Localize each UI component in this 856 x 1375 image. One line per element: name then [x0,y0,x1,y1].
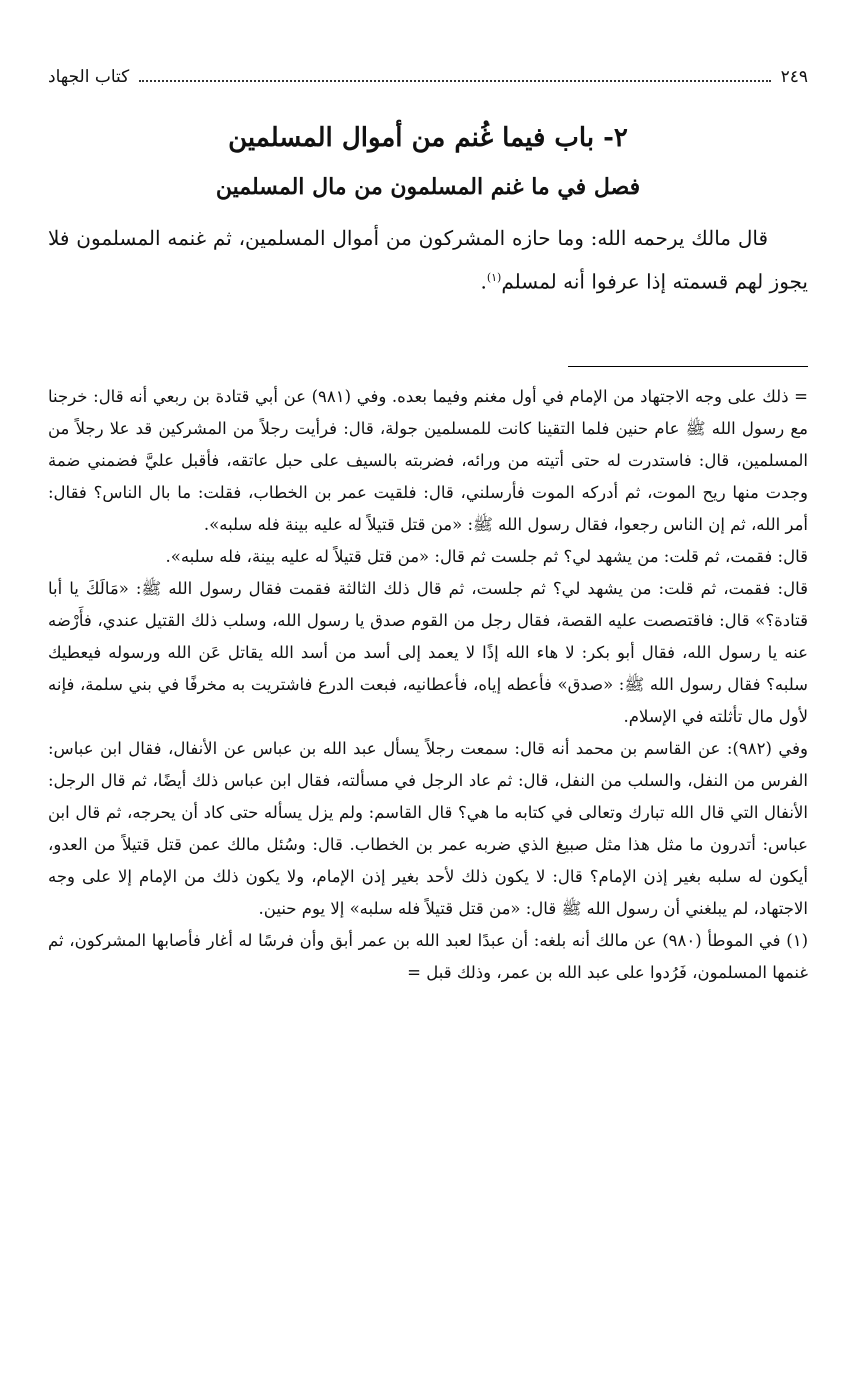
footnote-ref: (١) [486,271,502,284]
book-title: كتاب الجهاد [48,67,130,87]
page-number: ٢٤٩ [780,67,808,87]
footnote-separator [568,366,808,367]
footnote-paragraph: قال: فقمت، ثم قلت: من يشهد لي؟ ثم جلست، ثم قال ذلك الثالثة فقمت فقال رسول الله ﷺ: «مَالَكَ يا أبا قتادة؟» قال: فاقتصصت عليه القصة، فقال رجل من القوم صدق يا رسول الله، وسلب ذلك القتيل عندي، فأَرْضه عنه يا رسول الله، فقال أبو بكر: لا هاء الله إذًا لا يعمد إلى أسد من أسد الله يقاتل عَن الله ورسوله فيعطيك سلبه؟ فقال رسول الله ﷺ: «صدق» فأعطه إياه، فأعطانيه، فبعت الدرع فاشتريت به مخرفًا في بني سلمة، فإنه لأول مال تأثلته في الإسلام. [48,578,808,726]
section-title: فصل في ما غنم المسلمون من مال المسلمين [215,174,641,200]
chapter-title: ٢- باب فيما غُنم من أموال المسلمين [228,123,628,153]
footnote-paragraph: وفي (٩٨٢): عن القاسم بن محمد أنه قال: سمعت رجلاً يسأل عبد الله بن عباس عن الأنفال، فقال ابن عباس: الفرس من النفل، والسلب من النفل، قال: ثم عاد الرجل في مسألته، فقال ابن عباس ذلك أيضًا، ثم قال الرجل: الأنفال التي قال الله تبارك وتعالى في كتابه ما هي؟ قال القاسم: ولم يزل يسأله حتى كاد أن يحرجه، ثم قال ابن عباس: أتدرون ما مثل هذا مثل صبيغ الذي ضربه عمر بن الخطاب. قال: وسُئل مالك عمن قتل قتيلاً من العدو، أيكون له سلبه بغير إذن الإمام؟ قال: لا يكون ذلك لأحد بغير إذن الإمام، ولا يكون ذلك من الإمام إلا على وجه الاجتهاد، لم يبلغني أن رسول الله ﷺ قال: «من قتل قتيلاً فله سلبه» إلا يوم حنين. [48,738,808,918]
running-header [48,64,808,90]
main-paragraph-end: . [480,269,487,294]
footnote-paragraph: = ذلك على وجه الاجتهاد من الإمام في أول مغنم وفيما بعده. وفي (٩٨١) عن أبي قتادة بن ربعي أنه قال: خرجنا مع رسول الله ﷺ عام حنين فلما التقينا كانت للمسلمين جولة، قال: فرأيت رجلاً من المشركين قد علا رجلاً من المسلمين، قال: فاستدرت له حتى أتيته من ورائه، فضربته بالسيف على حبل عاتقه، فأقبل عليَّ فضمني ضمة وجدت منها ريح الموت، ثم أدركه الموت فأرسلني، قال: فلقيت عمر بن الخطاب، فقلت: ما بال الناس؟ فقال: أمر الله، ثم إن الناس رجعوا، فقال رسول الله ﷺ: «من قتل قتيلاً له عليه بينة فله سلبه». [48,386,809,534]
main-paragraph [48,218,808,302]
main-paragraph-text: قال مالك يرحمه الله: وما حازه المشركون من أموال المسلمين، ثم غنمه المسلمون فلا يجوز لهم قسمته إذا عرفوا أنه لمسلم [48,226,808,294]
footnote-paragraph: قال: فقمت، ثم قلت: من يشهد لي؟ ثم جلست ثم قال: «من قتل قتيلاً له عليه بينة، فله سلبه». [165,546,808,566]
header-dot-leader [139,68,770,82]
footnote-paragraph: (١) في الموطأ (٩٨٠) عن مالك أنه بلغه: أن عبدًا لعبد الله بن عمر أبق وأن فرسًا له أغار فأصابها المشركون، ثم غنمها المسلمون، فَرُدوا على عبد الله بن عمر، وذلك قبل = [48,930,808,982]
